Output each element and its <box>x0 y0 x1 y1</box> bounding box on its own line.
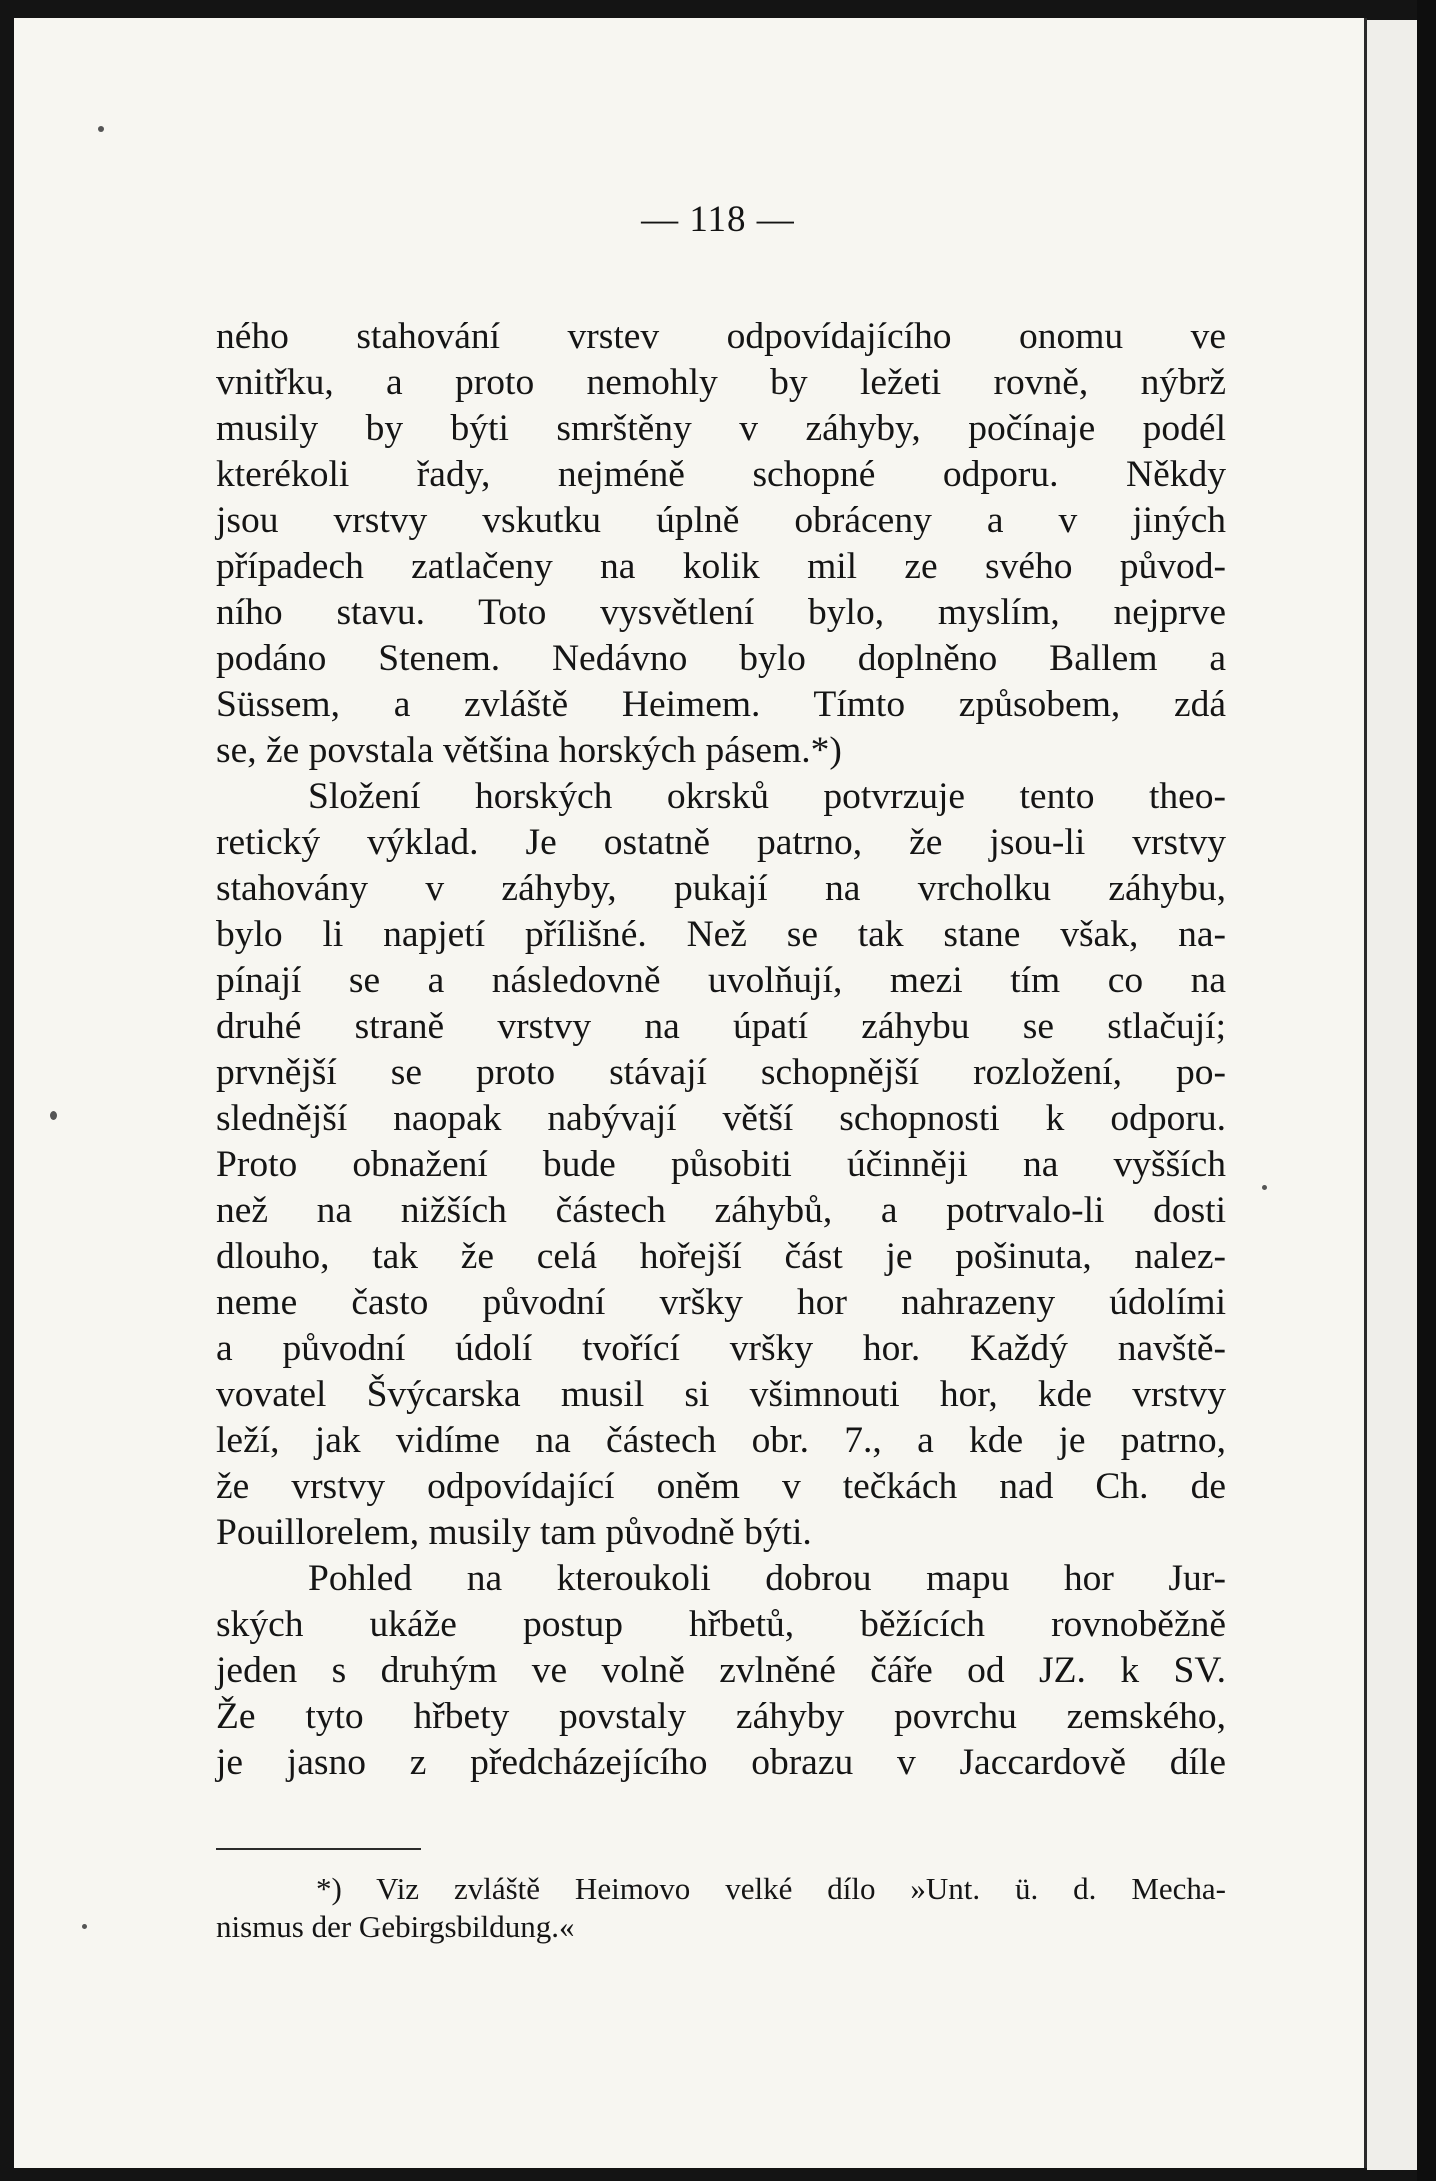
text-line: Proto obnažení bude působiti účinněji na vyšších <box>216 1144 1226 1185</box>
text-line: dlouho, tak že celá hořejší část je pošinuta, nalez- <box>216 1236 1226 1277</box>
text-line: Süssem, a zvláště Heimem. Tímto způsobem, zdá <box>216 684 1226 725</box>
text-line: vovatel Švýcarska musil si všimnouti hor, kde vrstvy <box>216 1374 1226 1415</box>
text-line: bylo li napjetí přílišné. Než se tak stane však, na- <box>216 914 1226 955</box>
text-line: je jasno z předcházejícího obrazu v Jaccardově díle <box>216 1742 1226 1783</box>
text-line: Že tyto hřbety povstaly záhyby povrchu zemského, <box>216 1696 1226 1737</box>
dust-speck <box>50 1111 57 1120</box>
text-line: a původní údolí tvořící vršky hor. Každý navště- <box>216 1328 1226 1369</box>
text-line: kterékoli řady, nejméně schopné odporu. Někdy <box>216 454 1226 495</box>
dust-speck <box>98 126 104 132</box>
text-line: vnitřku, a proto nemohly by ležeti rovně, nýbrž <box>216 362 1226 403</box>
text-line: Pouillorelem, musily tam původně býti. <box>216 1512 812 1553</box>
body-text <box>216 314 1226 1786</box>
text-line: ního stavu. Toto vysvětlení bylo, myslím, nejprve <box>216 592 1226 633</box>
text-line: podáno Stenem. Nedávno bylo doplněno Ballem a <box>216 638 1226 679</box>
text-line: že vrstvy odpovídající oněm v tečkách nad Ch. de <box>216 1466 1226 1507</box>
paragraph <box>216 1556 1226 1786</box>
footnote-line: *) Viz zvláště Heimovo velké dílo »Unt. ü. d. Mecha- <box>316 1871 1226 1906</box>
text-line: leží, jak vidíme na částech obr. 7., a kde je patrno, <box>216 1420 1226 1461</box>
text-line: pínají se a následovně uvolňují, mezi tím co na <box>216 960 1226 1001</box>
footnote-line: nismus der Gebirgsbildung.« <box>216 1909 575 1944</box>
page-number: — 118 — <box>641 199 795 240</box>
next-page-edge <box>1367 20 1417 2170</box>
text-line: se, že povstala většina horských pásem.*) <box>216 730 842 771</box>
text-line: ských ukáže postup hřbetů, běžících rovnoběžně <box>216 1604 1226 1645</box>
text-line: slednější naopak nabývají větší schopnosti k odporu. <box>216 1098 1226 1139</box>
text-line: jeden s druhým ve volně zvlněné čáře od JZ. k SV. <box>216 1650 1226 1691</box>
scan-border <box>1417 0 1436 2181</box>
text-line: neme často původní vršky hor nahrazeny údolími <box>216 1282 1226 1323</box>
footnote-divider <box>216 1848 421 1850</box>
text-line: retický výklad. Je ostatně patrno, že jsou-li vrstvy <box>216 822 1226 863</box>
dust-speck <box>82 1924 87 1929</box>
text-line: případech zatlačeny na kolik mil ze svého původ- <box>216 546 1226 587</box>
paragraph <box>216 774 1226 1556</box>
text-line: musily by býti smrštěny v záhyby, počínaje podél <box>216 408 1226 449</box>
text-line: Pohled na kteroukoli dobrou mapu hor Jur- <box>308 1558 1226 1599</box>
text-line: jsou vrstvy vskutku úplně obráceny a v jiných <box>216 500 1226 541</box>
dust-speck <box>1262 1185 1267 1190</box>
text-line: stahovány v záhyby, pukají na vrcholku záhybu, <box>216 868 1226 909</box>
text-line: druhé straně vrstvy na úpatí záhybu se stlačují; <box>216 1006 1226 1047</box>
text-line: než na nižších částech záhybů, a potrvalo-li dosti <box>216 1190 1226 1231</box>
paragraph <box>216 314 1226 774</box>
text-line: Složení horských okrsků potvrzuje tento theo- <box>308 776 1226 817</box>
text-line: prvnější se proto stávají schopnější rozložení, po- <box>216 1052 1226 1093</box>
text-line: ného stahování vrstev odpovídajícího onomu ve <box>216 316 1226 357</box>
footnote <box>216 1870 1226 1946</box>
